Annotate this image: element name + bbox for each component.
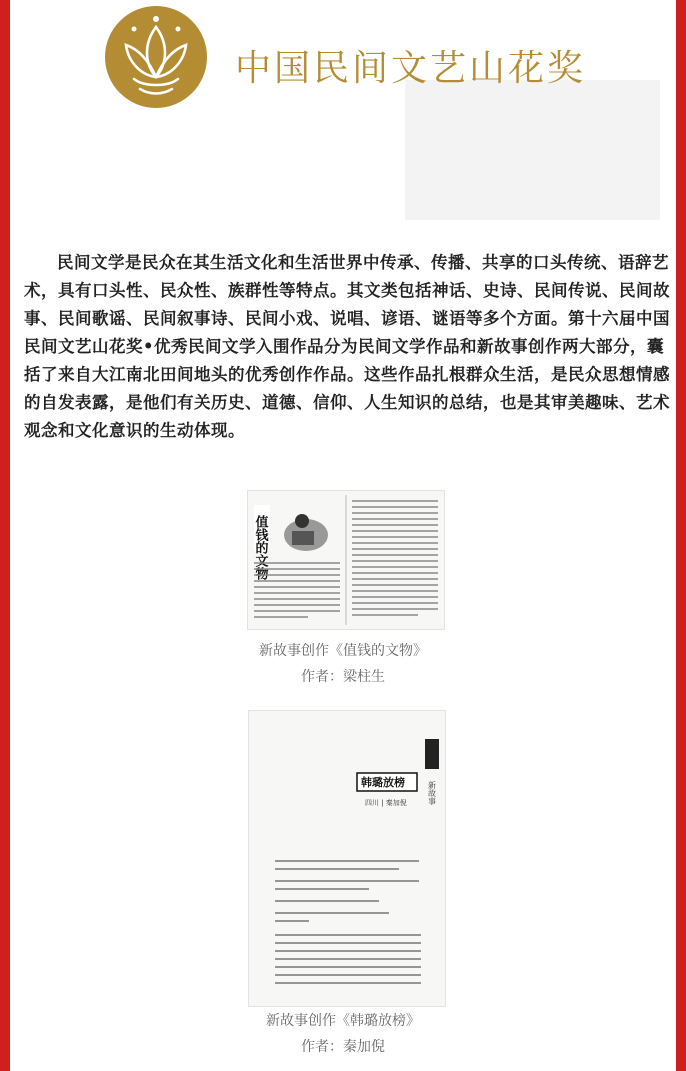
right-red-border <box>676 0 686 1071</box>
left-red-border <box>0 0 10 1071</box>
magazine-page-scan-icon <box>247 490 445 630</box>
magazine-page-scan-icon <box>248 710 446 1007</box>
lotus-logo-icon <box>104 5 208 109</box>
banner-background-shade <box>405 80 660 220</box>
scan-tag: 新故事 <box>427 781 437 805</box>
scan-byline: 四川 | 秦加倪 <box>365 799 407 807</box>
header-banner <box>10 0 676 225</box>
work-author: 作者：梁柱生 <box>301 669 385 685</box>
work-caption: 新故事创作《值钱的文物》 <box>259 643 427 659</box>
work-author: 作者：秦加倪 <box>301 1039 385 1055</box>
award-title: 中国民间文艺山花奖 <box>235 48 587 89</box>
intro-paragraph: 民间文学是民众在其生活文化和生活世界中传承、传播、共享的口头传统、语辞艺术，具有口头性、民众性、族群性等特点。其文类包括神话、史诗、民间传说、民间故事、民间歌谣、民间叙事诗、民间小戏、说唱、谚语、谜语等多个方面。第十六届中国民间文艺山花奖•优秀民间文学入围作品分为民间文学作品和新故事创作两大部分，囊括了来自大江南北田间地头的优秀创作作品。这些作品扎根群众生活，是民众思想情感的自发表露，是他们有关历史、道德、信仰、人生知识的总结，也是其审美趣味、艺术观念和文化意识的生动体现。 <box>24 253 670 440</box>
scan-title: 韩璐放榜 <box>361 776 405 789</box>
article-content <box>10 0 676 1071</box>
scan-title: 值钱的文物 <box>252 515 268 580</box>
work-caption: 新故事创作《韩璐放榜》 <box>266 1013 420 1029</box>
